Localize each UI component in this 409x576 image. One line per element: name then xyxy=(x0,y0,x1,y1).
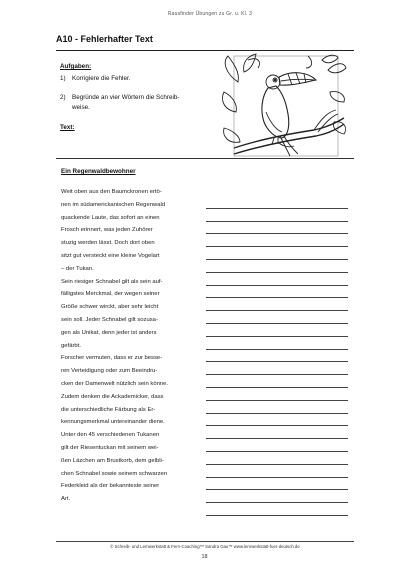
page-title: A10 - Fehlerhafter Text xyxy=(56,34,153,44)
story-line: Unter den 45 verschiedenen Tukanen xyxy=(61,432,160,439)
story-line: sein soll. Jeder Schnabel gilt sozusa- xyxy=(61,316,158,323)
story-line: Sein riesiger Schnabel gilt als sein auf- xyxy=(61,278,163,285)
answer-line[interactable] xyxy=(206,337,348,350)
story-line: – der Tukan. xyxy=(61,265,94,272)
answer-line[interactable] xyxy=(206,414,348,427)
tasks-heading: Aufgaben: xyxy=(60,63,92,70)
series-header: Rausfinder Übungen zu Gr. u. Kl. 3 xyxy=(167,11,253,17)
story-line: Weit oben aus den Baumckronen ertö- xyxy=(61,189,162,195)
task-1-text: Korrigiere die Fehler. xyxy=(72,75,131,82)
answer-line[interactable] xyxy=(206,260,348,273)
story-line: Größe schwer wirckt, aber sehr leicht xyxy=(61,304,159,311)
task-2 xyxy=(60,93,210,113)
story-line: fälligstes Merckmal, der wegen seiner xyxy=(61,291,160,298)
story-line: Federkleid als der bekannteste seiner xyxy=(61,483,160,490)
answer-line[interactable] xyxy=(206,478,348,491)
answer-line[interactable] xyxy=(206,234,348,247)
story-line: chen Schnabel sowie seinem schwarzen xyxy=(61,470,168,477)
answer-line[interactable] xyxy=(206,247,348,260)
answer-line[interactable] xyxy=(206,426,348,439)
answer-line[interactable] xyxy=(206,439,348,452)
answer-line[interactable] xyxy=(206,324,348,337)
story-line: Forscher vermuten, dass er zur besse- xyxy=(61,355,163,362)
task-2-number: 2) xyxy=(60,94,66,101)
story-line: gilt der Riesentuckan mit seinem wei- xyxy=(61,444,159,451)
answer-line[interactable] xyxy=(206,452,348,465)
story-line: die unterschiedliche Färbung als Er- xyxy=(61,406,156,413)
story-line: sitzt gut versteckt eine kleine Vogelart xyxy=(61,252,160,259)
story-title: Ein Regenwaldbewohner xyxy=(61,168,136,175)
story-line: quackende Laute, das sofort an einen xyxy=(61,214,160,221)
answer-line[interactable] xyxy=(206,196,348,209)
toucan-on-branch-drawing xyxy=(218,52,348,160)
story-line: nen im südamerickanischen Regenwald xyxy=(61,201,166,208)
answer-line[interactable] xyxy=(206,362,348,375)
answer-line[interactable] xyxy=(206,209,348,222)
task-1 xyxy=(60,74,130,84)
answer-lines xyxy=(206,196,348,516)
answer-line[interactable] xyxy=(206,273,348,286)
story-line: ßen Läzchen am Brustkorb, dem gelbli- xyxy=(61,457,164,464)
story-line: gefärbt. xyxy=(61,342,81,349)
story-line: kennungsmerkmal untereinander diene. xyxy=(61,419,165,426)
story-line: ren Verteidigung oder zum Beeindru- xyxy=(61,368,158,375)
footer-divider xyxy=(56,541,354,542)
answer-line[interactable] xyxy=(206,375,348,388)
answer-line[interactable] xyxy=(206,222,348,235)
copyright-footer: © Schreib- und Lernwerkstatt & Fern-Coaching™ Sandra Gau™ www.lernwerkstatt-fuer-deutsch.de xyxy=(110,544,300,549)
answer-line[interactable] xyxy=(206,401,348,414)
task-2-text-continued: weise. xyxy=(72,104,90,111)
answer-line[interactable] xyxy=(206,298,348,311)
answer-line[interactable] xyxy=(206,490,348,503)
task-1-number: 1) xyxy=(60,75,66,82)
answer-line[interactable] xyxy=(206,286,348,299)
story-line: Art. xyxy=(61,496,71,503)
answer-line[interactable] xyxy=(206,503,348,516)
text-heading: Text: xyxy=(60,124,75,131)
answer-line[interactable] xyxy=(206,465,348,478)
story-text xyxy=(61,186,201,506)
task-2-text: Begründe an vier Wörtern die Schreib- xyxy=(72,94,180,101)
story-line: Frosch erinnert, was jeden Zuhörer xyxy=(61,227,153,234)
story-line: Zudem denken die Ackademicker, dass xyxy=(61,393,164,400)
story-line: gen als Unikat, denn jeder ist anders xyxy=(61,329,157,336)
answer-line[interactable] xyxy=(206,388,348,401)
story-line: stuzig werden lässt. Doch dort oben xyxy=(61,240,155,247)
story-line: cken der Damenwelt nützlich sein könne. xyxy=(61,380,169,387)
answer-line[interactable] xyxy=(206,350,348,363)
answer-line[interactable] xyxy=(206,311,348,324)
page-number: 18 xyxy=(201,554,208,560)
title-bar xyxy=(56,34,354,51)
